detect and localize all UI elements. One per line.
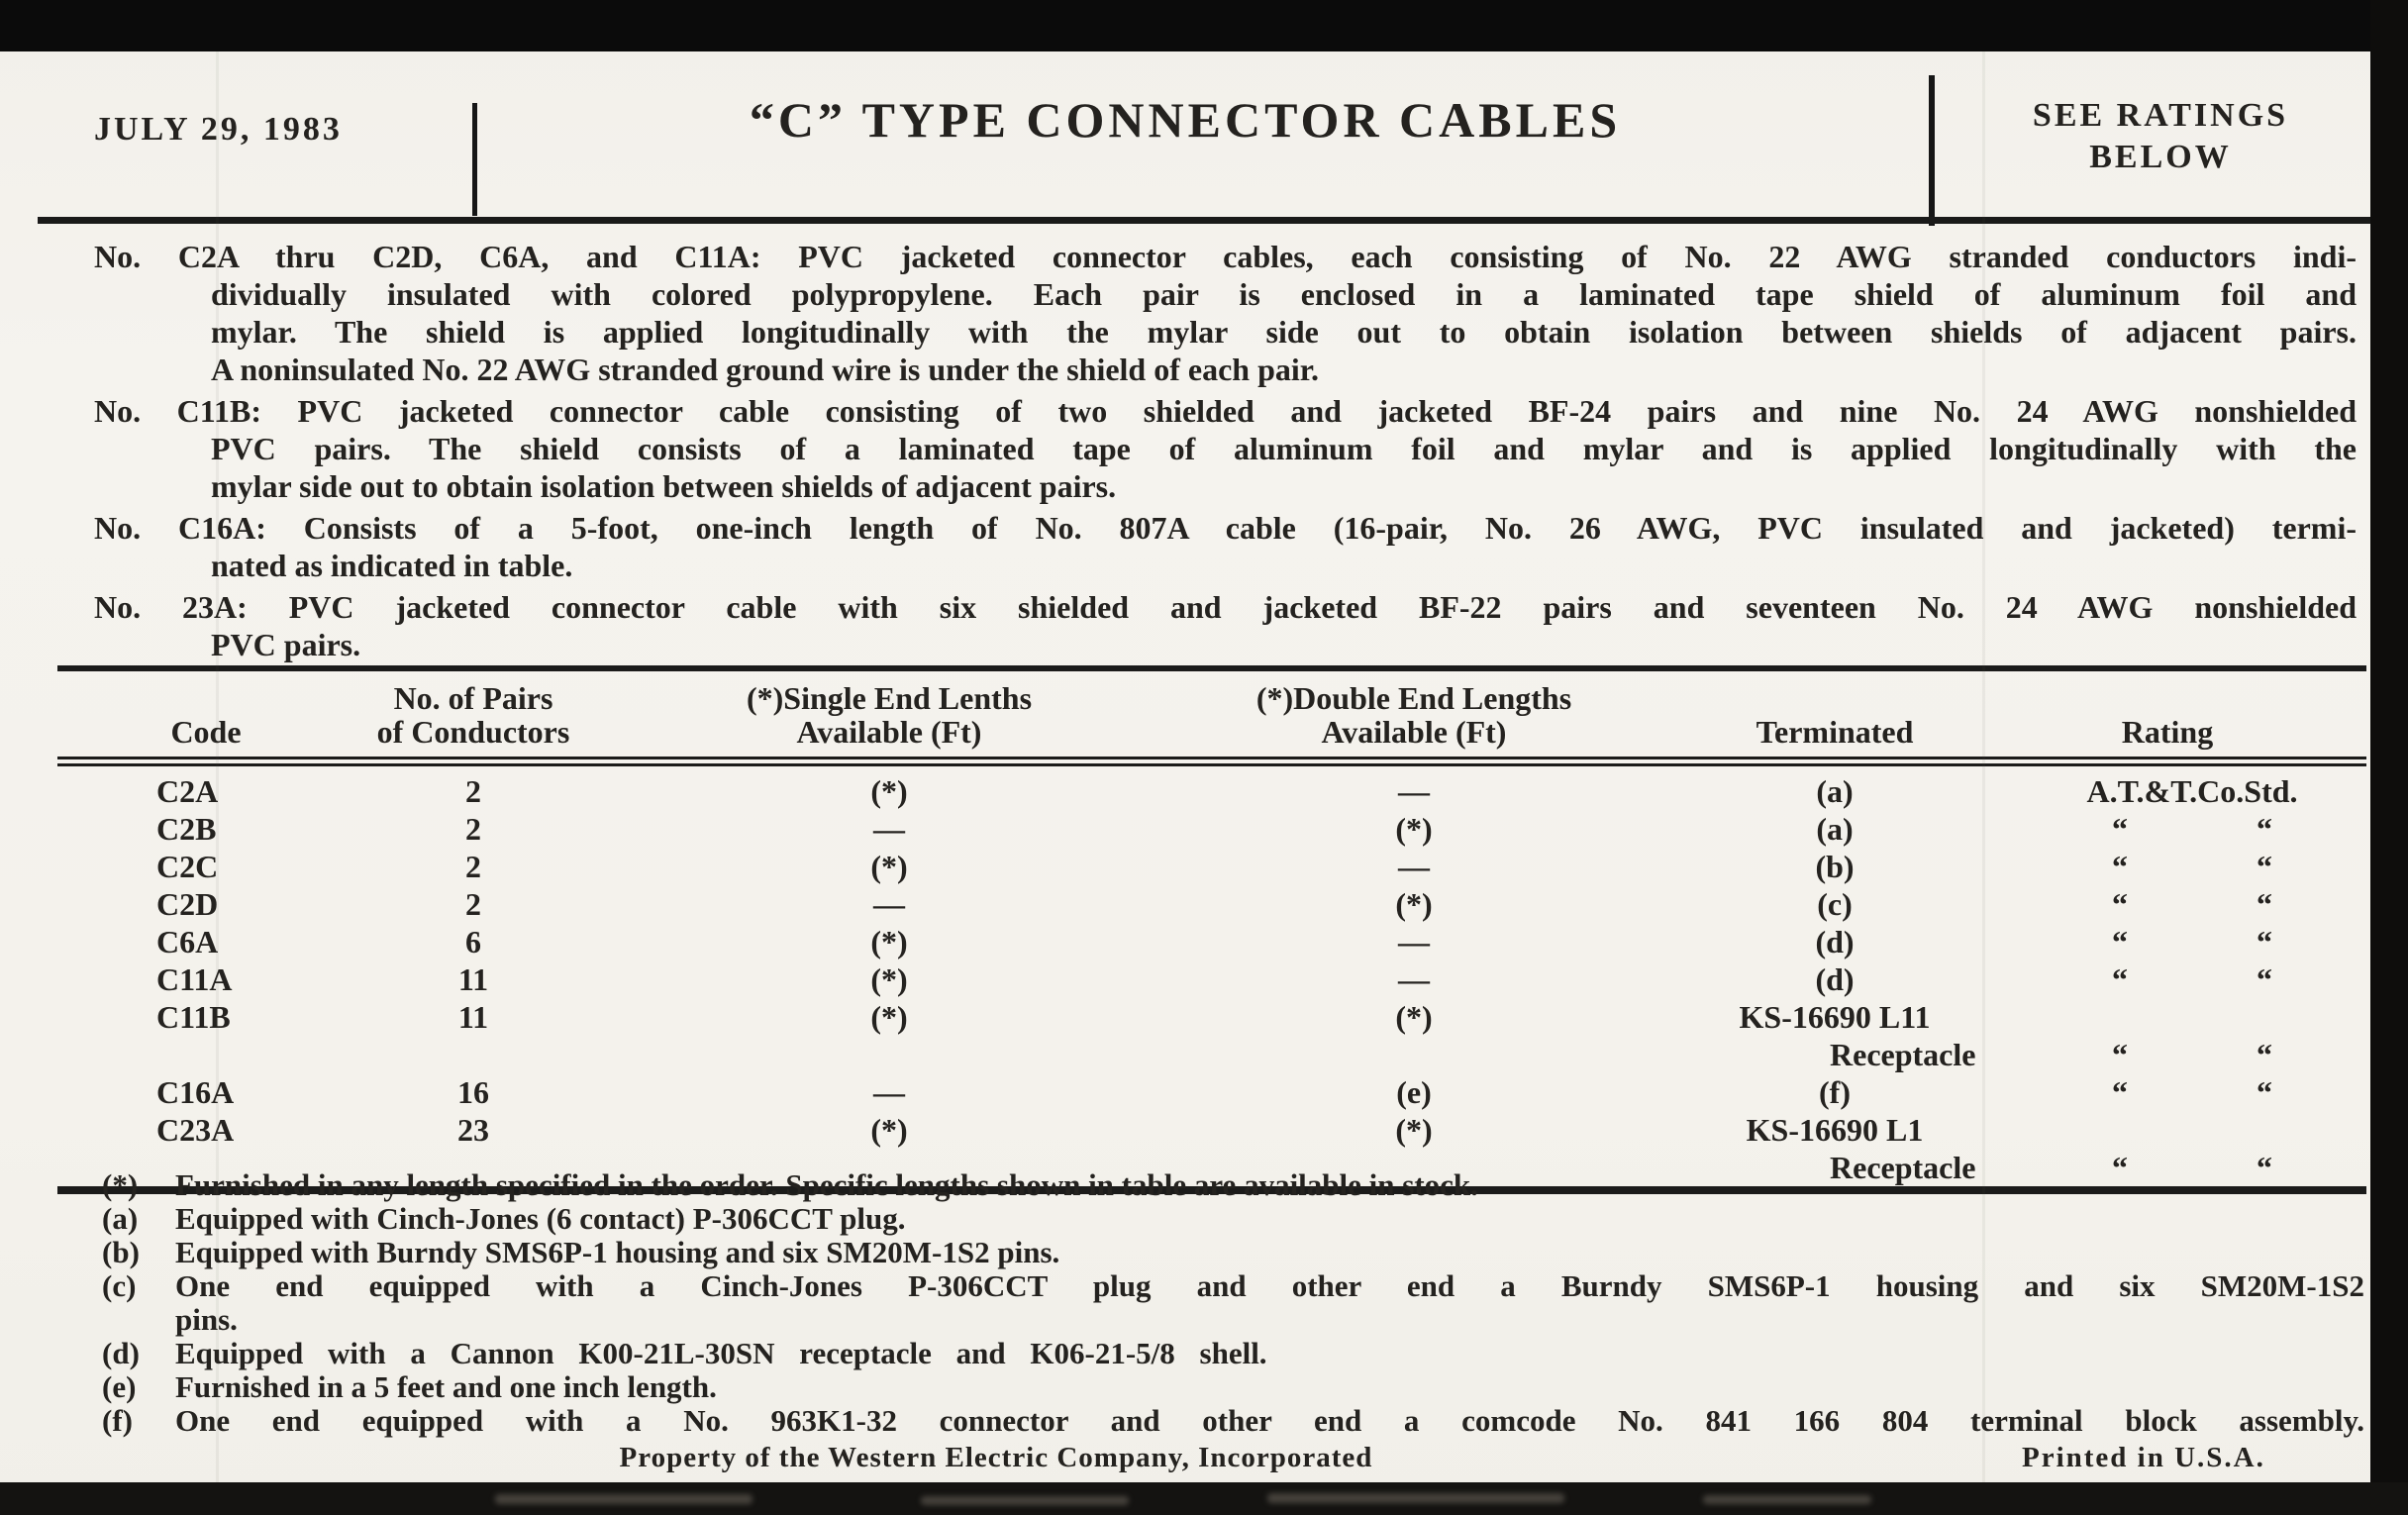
cell-double-end: —	[1398, 924, 1430, 960]
cell-rating	[1968, 885, 2366, 923]
cell-pairs: 11	[457, 961, 489, 997]
ditto-mark: “	[2112, 1037, 2128, 1072]
ditto-mark: “	[2112, 924, 2128, 960]
footnote-item	[102, 1337, 2364, 1370]
printed-note: Printed in U.S.A.	[2022, 1442, 2265, 1473]
cell-pairs: 16	[457, 1074, 489, 1110]
document-date: JULY 29, 1983	[94, 111, 343, 148]
table-row	[57, 848, 2366, 885]
table-row	[57, 810, 2366, 848]
footnote-marker: (b)	[102, 1235, 140, 1269]
footnote-text	[175, 1168, 2364, 1202]
cell-terminated: (d)	[1815, 924, 1855, 960]
column-header	[57, 668, 295, 761]
description-line: PVC pairs.	[211, 627, 361, 662]
cell-terminated: (a)	[1816, 773, 1854, 809]
footnote-text	[175, 1269, 2364, 1337]
footnote-marker: (e)	[102, 1369, 137, 1404]
footnote-text	[175, 1370, 2364, 1404]
ditto-mark: “	[2112, 961, 2128, 997]
top-scan-bar	[0, 0, 2408, 51]
column-header-line: Code	[170, 714, 242, 750]
table-row	[57, 923, 2366, 960]
cell-rating	[1968, 1111, 2366, 1149]
cell-code: C16A	[156, 1074, 235, 1110]
cell-single-end: —	[873, 811, 905, 847]
description-paragraph	[94, 392, 2357, 505]
table-row	[57, 1073, 2366, 1111]
footnote-marker: (d)	[102, 1336, 140, 1370]
ditto-mark: “	[2257, 886, 2272, 922]
column-header-line: Available (Ft)	[796, 714, 982, 750]
table-row	[57, 885, 2366, 923]
cell-double-end: —	[1398, 849, 1430, 884]
column-header	[295, 668, 652, 761]
column-header-line: Terminated	[1756, 714, 1914, 750]
cell-single-end: (*)	[870, 961, 908, 997]
cell-code: C2B	[156, 811, 217, 847]
right-scan-edge	[2370, 0, 2408, 1515]
header-divider-right	[1929, 75, 1935, 226]
footnote-line: Furnished in any length specified in the order. Specific lengths shown in table are available in stock.	[175, 1167, 1478, 1202]
cell-pairs: 6	[465, 924, 481, 960]
cell-single-end: —	[873, 1074, 905, 1110]
cell-single-end: (*)	[870, 1112, 908, 1148]
cell-rating: A.T.&T.Co.Std.	[2086, 773, 2298, 809]
header-rule	[38, 217, 2408, 224]
cell-code: C11A	[156, 961, 233, 997]
ditto-mark: “	[2112, 1150, 2128, 1185]
cell-rating	[1968, 998, 2366, 1036]
footnote-line: Equipped with Burndy SMS6P-1 housing and six SM20M-1S2 pins.	[175, 1235, 1060, 1269]
description-line: mylar side out to obtain isolation between shields of adjacent pairs.	[211, 468, 1117, 504]
cell-terminated: KS-16690 L1	[1746, 1112, 1924, 1148]
cell-pairs	[295, 1036, 652, 1073]
description-line: nated as indicated in table.	[211, 548, 573, 583]
ditto-mark: “	[2257, 1037, 2272, 1072]
description-paragraph	[94, 509, 2357, 584]
footnote-line: One end equipped with a No. 963K1-32 connector and other end a comcode No. 841 166 804 terminal block assembly.	[175, 1403, 2364, 1438]
ditto-mark: “	[2257, 1074, 2272, 1110]
cell-pairs: 2	[465, 849, 481, 884]
description-line: PVC pairs. The shield consists of a laminated tape of aluminum foil and mylar and is applied longitudinally with the	[211, 431, 2357, 466]
cell-terminated: (d)	[1815, 961, 1855, 997]
ditto-mark: “	[2112, 1074, 2128, 1110]
cell-terminated: Receptacle	[1830, 1150, 1976, 1185]
cell-rating	[1968, 960, 2366, 998]
footnote-line: One end equipped with a Cinch-Jones P-306CCT plug and other end a Burndy SMS6P-1 housing and six SM20M-1S2	[175, 1268, 2364, 1303]
cell-pairs: 23	[457, 1112, 489, 1148]
spec-table	[57, 665, 2366, 1194]
cell-double-end: —	[1398, 773, 1430, 809]
column-header-line: Rating	[2121, 714, 2214, 750]
cell-single-end: (*)	[870, 773, 908, 809]
footnote-marker: (a)	[102, 1201, 139, 1236]
fold-line-right	[1982, 51, 1985, 1482]
ditto-mark: “	[2257, 961, 2272, 997]
cell-pairs: 2	[465, 886, 481, 922]
description-line: No. C2A thru C2D, C6A, and C11A: PVC jacketed connector cables, each consisting of No. 22 AWG stranded conductors indi-	[94, 239, 2357, 274]
ditto-mark: “	[2257, 811, 2272, 847]
cell-terminated: Receptacle	[1830, 1037, 1976, 1072]
cell-pairs: 2	[465, 811, 481, 847]
cell-terminated: (c)	[1817, 886, 1853, 922]
cell-terminated: (b)	[1815, 849, 1855, 884]
column-header	[1701, 668, 1968, 761]
description-line: No. 23A: PVC jacketed connector cable with six shielded and jacketed BF-22 pairs and seventeen No. 24 AWG nonshielded	[94, 589, 2357, 625]
spec-table-head	[57, 668, 2366, 761]
column-header-line: Available (Ft)	[1321, 714, 1507, 750]
table-row	[57, 1111, 2366, 1149]
cell-rating	[1968, 1073, 2366, 1111]
footnote-item	[102, 1404, 2364, 1438]
cell-code	[57, 1036, 295, 1073]
footnote-line: pins.	[175, 1302, 238, 1337]
footnote-item	[102, 1202, 2364, 1236]
cell-double-end: (*)	[1395, 1112, 1433, 1148]
cell-rating	[1968, 810, 2366, 848]
footnote-line: Furnished in a 5 feet and one inch length.	[175, 1369, 717, 1404]
cell-single-end: (*)	[870, 849, 908, 884]
property-note: Property of the Western Electric Company, Incorporated	[619, 1442, 1373, 1473]
footnote-item	[102, 1236, 2364, 1269]
ditto-mark: “	[2257, 1150, 2272, 1185]
description-paragraph	[94, 238, 2357, 388]
footnote-item	[102, 1168, 2364, 1202]
spec-table-header-row	[57, 668, 2366, 761]
column-header-line: of Conductors	[376, 714, 570, 750]
description-line: A noninsulated No. 22 AWG stranded ground wire is under the shield of each pair.	[211, 352, 1320, 387]
footnote-line: Equipped with Cinch-Jones (6 contact) P-306CCT plug.	[175, 1201, 906, 1236]
footnote-item	[102, 1269, 2364, 1337]
footnote-marker: (f)	[102, 1403, 133, 1438]
table-row	[57, 761, 2366, 810]
column-header	[1127, 668, 1701, 761]
ratings-note	[1962, 95, 2358, 178]
footnote-marker: (*)	[102, 1167, 139, 1202]
cell-code: C2D	[156, 886, 219, 922]
cell-single-end: (*)	[870, 999, 908, 1035]
column-header	[652, 668, 1127, 761]
cell-single-end: (*)	[870, 924, 908, 960]
footnotes	[102, 1168, 2364, 1438]
cell-double-end	[1127, 1036, 1701, 1073]
descriptions	[94, 238, 2357, 667]
cell-rating	[1968, 923, 2366, 960]
cell-rating	[1968, 1036, 2366, 1073]
ratings-note-line1: SEE RATINGS	[2032, 97, 2289, 134]
footnote-text	[175, 1337, 2364, 1370]
cell-double-end: (*)	[1395, 999, 1433, 1035]
ratings-note-line2: BELOW	[2089, 139, 2232, 175]
spec-table-body	[57, 761, 2366, 1190]
cell-single-end: —	[873, 886, 905, 922]
footnote-line: Equipped with a Cannon K00-21L-30SN receptacle and K06-21-5/8 shell.	[175, 1336, 1267, 1370]
column-header-line: (*)Single End Lenths	[746, 680, 1033, 716]
column-header-line: No. of Pairs	[393, 680, 553, 716]
cell-code: C11B	[156, 999, 231, 1035]
ditto-mark: “	[2112, 886, 2128, 922]
cell-double-end: (*)	[1395, 811, 1433, 847]
cell-double-end: (*)	[1395, 886, 1433, 922]
description-line: dividually insulated with colored polypropylene. Each pair is enclosed in a laminated tape shield of aluminum foil and	[211, 276, 2357, 312]
footnote-marker: (c)	[102, 1268, 137, 1303]
cell-pairs: 11	[457, 999, 489, 1035]
ditto-mark: “	[2257, 849, 2272, 884]
cell-rating	[1968, 848, 2366, 885]
cell-code: C2A	[156, 773, 219, 809]
ditto-mark: “	[2257, 924, 2272, 960]
header-divider-left	[472, 103, 477, 216]
ditto-mark: “	[2112, 849, 2128, 884]
cell-terminated: (f)	[1819, 1074, 1851, 1110]
bottom-scan-bar	[0, 1482, 2408, 1515]
description-line: No. C11B: PVC jacketed connector cable consisting of two shielded and jacketed BF-24 pairs and nine No. 24 AWG nonshielded	[94, 393, 2357, 429]
footnote-text	[175, 1202, 2364, 1236]
page-title: “C” TYPE CONNECTOR CABLES	[749, 92, 1622, 148]
ditto-mark: “	[2112, 811, 2128, 847]
cell-code: C23A	[156, 1112, 235, 1148]
footnote-text	[175, 1404, 2364, 1438]
description-line: mylar. The shield is applied longitudinally with the mylar side out to obtain isolation between shields of adjacent pairs.	[211, 314, 2357, 350]
table-row	[57, 1036, 2366, 1073]
table-row	[57, 960, 2366, 998]
footnote-text	[175, 1236, 2364, 1269]
fold-line-left	[216, 51, 219, 1482]
cell-terminated: (a)	[1816, 811, 1854, 847]
cell-double-end: (e)	[1396, 1074, 1432, 1110]
table-row	[57, 998, 2366, 1036]
cell-terminated: KS-16690 L11	[1739, 999, 1931, 1035]
cell-code: C6A	[156, 924, 219, 960]
cell-code: C2C	[156, 849, 219, 884]
column-header-line: (*)Double End Lengths	[1255, 680, 1572, 716]
description-line: No. C16A: Consists of a 5-foot, one-inch length of No. 807A cable (16-pair, No. 26 AWG, PVC insulated and jacketed) termi-	[94, 510, 2357, 546]
column-header	[1968, 668, 2366, 761]
cell-double-end: —	[1398, 961, 1430, 997]
cell-single-end	[652, 1036, 1127, 1073]
footnote-item	[102, 1370, 2364, 1404]
cell-pairs: 2	[465, 773, 481, 809]
description-paragraph	[94, 588, 2357, 663]
